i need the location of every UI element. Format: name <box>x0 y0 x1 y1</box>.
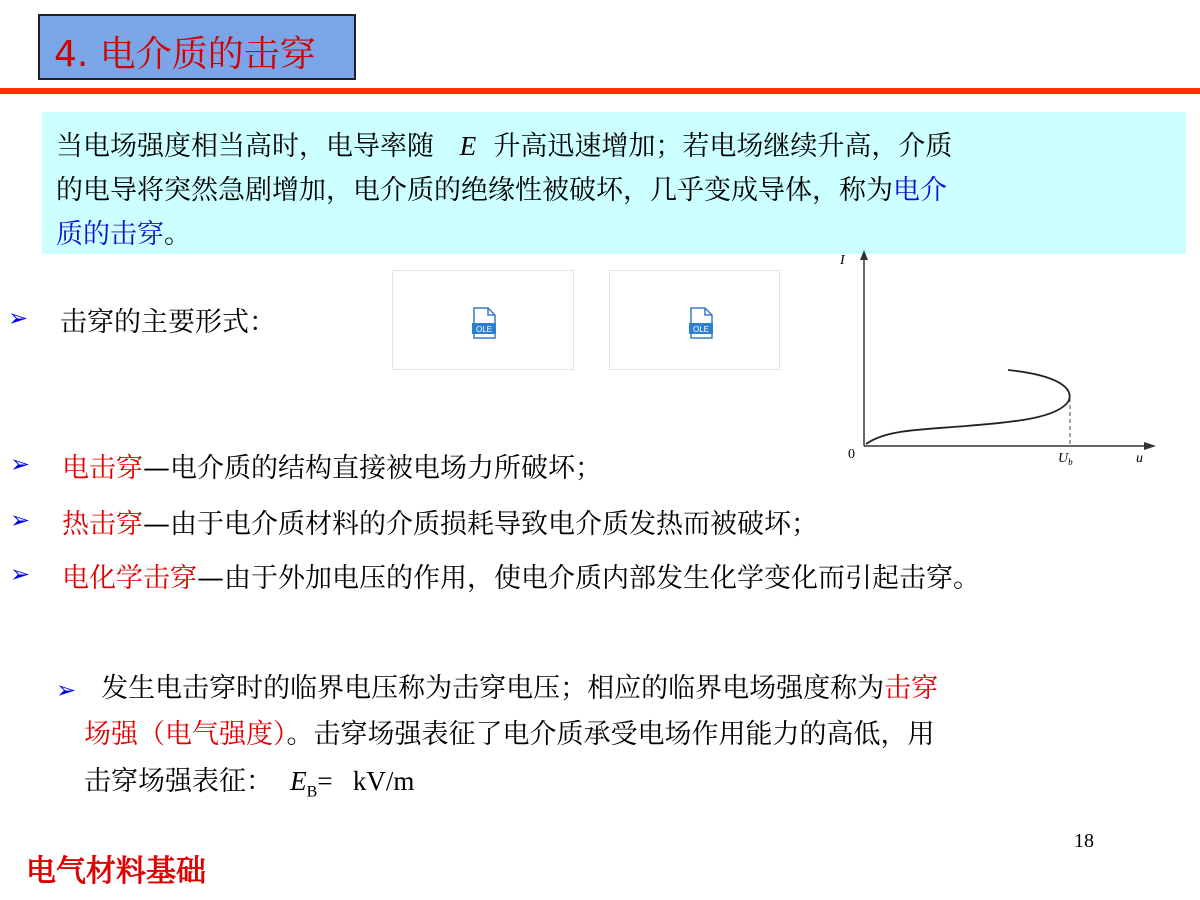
form-desc: —由于外加电压的作用，使电介质内部发生化学变化而引起击穿。 <box>197 563 980 594</box>
symbol-e: E <box>459 131 477 161</box>
form-desc: —电介质的结构直接被电场力所破坏； <box>143 453 602 484</box>
iv-breakdown-graph <box>836 244 1166 474</box>
para-text-1: 发生电击穿时的临界电压称为击穿电压；相应的临界电场强度称为 <box>101 673 885 704</box>
ole-label: OLE <box>692 325 710 334</box>
para-text-3: 击穿场强表征： <box>84 766 273 797</box>
forms-heading: 击穿的主要形式： <box>60 307 276 338</box>
formula-symbol: E <box>290 766 307 796</box>
ole-object-1[interactable] <box>392 270 574 370</box>
form-name: 电击穿 <box>62 453 143 484</box>
ole-object-2[interactable] <box>609 270 780 370</box>
arrow-bullet-icon: ➢ <box>10 450 31 478</box>
arrow-bullet-icon: ➢ <box>56 676 77 704</box>
title-rule <box>0 88 1200 94</box>
form-item-thermal <box>62 502 818 541</box>
title-box <box>38 14 356 80</box>
intro-text-line2: 的电导将突然急剧增加，电介质的绝缘性被破坏，几乎变成导体，称为 <box>56 175 893 206</box>
intro-term-part2: 质的击穿 <box>56 219 164 250</box>
origin-label: 0 <box>848 447 855 462</box>
form-name: 电化学击穿 <box>62 563 197 594</box>
para-term-1: 击穿 <box>884 673 939 704</box>
form-desc: —由于电介质材料的介质损耗导致电介质发热而被破坏； <box>143 509 818 540</box>
form-item-electrochemical <box>62 556 980 595</box>
formula-subscript: B <box>306 783 318 801</box>
intro-text <box>56 124 1176 257</box>
para-text-2: 。击穿场强表征了电介质承受电场作用能力的高低，用 <box>286 719 935 750</box>
intro-text-part2: 升高迅速增加；若电场继续升高，介质 <box>493 131 953 162</box>
arrow-bullet-icon: ➢ <box>10 560 31 588</box>
arrow-bullet-icon: ➢ <box>8 304 29 332</box>
ole-object-icon <box>471 307 497 339</box>
intro-period: 。 <box>164 219 191 250</box>
x-axis-arrow <box>1144 442 1156 450</box>
intro-text-part1: 当电场强度相当高时，电导率随 <box>56 131 434 162</box>
arrow-bullet-icon: ➢ <box>10 506 31 534</box>
intro-box <box>42 112 1186 254</box>
breakdown-voltage-label: $U_b$ <box>1058 451 1073 467</box>
y-axis-label: I <box>840 253 845 268</box>
x-axis-label: u <box>1136 451 1143 466</box>
form-name: 热击穿 <box>62 509 143 540</box>
breakdown-curve <box>866 370 1070 444</box>
ole-label: OLE <box>475 325 493 334</box>
form-item-electrical <box>62 446 602 485</box>
breakdown-strength-paragraph <box>84 666 1164 815</box>
page-number: 18 <box>1074 830 1094 852</box>
ole-object-icon <box>688 307 714 339</box>
para-term-2: 场强（电气强度） <box>84 719 287 750</box>
y-axis-arrow <box>860 250 868 260</box>
footer-course-title: 电气材料基础 <box>26 854 206 889</box>
page-title: 4. 电介质的击穿 <box>54 34 316 75</box>
formula <box>290 766 415 801</box>
intro-term-part1: 电介 <box>893 175 947 206</box>
formula-unit: = kV/m <box>317 766 415 796</box>
